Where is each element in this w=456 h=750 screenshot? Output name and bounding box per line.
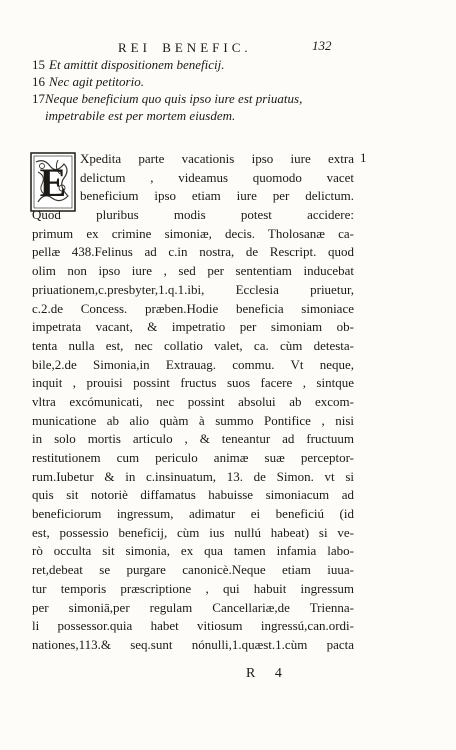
text-line: ret,debeat se purgare canonicè.Neque etiam iuua-	[32, 562, 354, 578]
summary-item-text: Nec agit petitorio.	[49, 74, 144, 89]
margin-note: 1	[360, 150, 367, 165]
text-line: rum.Iubetur & in c.insinuatum, 13. de Simon. vt si	[32, 468, 354, 484]
page-number: 132	[312, 38, 332, 53]
text-line: beneficium ipso etiam iure per delictum.	[80, 188, 354, 204]
text-line: impetrata vacant, & impetratio per simoniam ob-	[32, 319, 354, 335]
text-line: vltra excómunicati, nec possint absolui ab excom-	[32, 393, 354, 409]
text-line: priuationem,c.presbyter,1.q.1.ibi, Ecclesia priuetur,	[32, 281, 354, 297]
text-line: bile,2.de Simonia,in Extrauag. commu. Vt neque,	[32, 356, 354, 372]
text-line: primum ex crimine simoniæ, decis. Tholosanæ ca-	[32, 225, 354, 241]
summary-item	[32, 56, 362, 73]
text-line: c.2.de Concess. præben.Hodie beneficia simoniace	[32, 300, 354, 316]
summary-list	[32, 56, 362, 124]
text-line: rò occulta sit simonia, ex qua tamen infamia labo-	[32, 543, 354, 559]
dropcap-letter: E	[39, 160, 67, 205]
text-line: tur temporis præscriptione , qui habuit ingressum	[32, 580, 354, 596]
text-line: delictum , videamus quomodo vacet	[80, 169, 354, 185]
text-line: olim non ipso iure , sed per sententiam inducebat	[32, 263, 354, 279]
text-line: Xpedita parte vacationis ipso iure extra	[80, 151, 354, 166]
text-line: li possessor.quia habet vitiosum ingressú,can.ordi-	[32, 618, 354, 634]
summary-item-number: 15	[32, 57, 45, 72]
summary-item-text: Neque beneficium quo quis ipso iure est priuatus, impetrabile est per mortem eiusdem.	[45, 91, 303, 123]
running-head: REI BENEFIC.	[118, 40, 252, 55]
summary-item	[32, 73, 362, 90]
text-line: est, possessio beneficij, cùm ius nullú habeat) si ve-	[32, 524, 354, 540]
text-line: inquit , prouisi possint fructus suos facere , sintque	[32, 375, 354, 391]
text-line: pellæ 438.Felinus ad c.in nostra, de Rescript. quod	[32, 244, 354, 260]
summary-item-number: 16	[32, 74, 45, 89]
text-line: tenta nulla est, nec collatio valet, ca. cùm detesta-	[32, 337, 354, 353]
summary-item	[32, 90, 362, 124]
summary-item-number: 17	[32, 91, 45, 106]
body-text	[32, 150, 354, 655]
text-line: in solo mortis articulo , & teneantur ad fructuum	[32, 431, 354, 447]
text-line: municatione ab alio quàm à summo Pontifice , nisi	[32, 412, 354, 428]
text-line: restitutionem cum periculo animæ suæ perceptor-	[32, 450, 354, 465]
text-line: Quod pluribus modis potest accidere:	[32, 207, 354, 223]
summary-item-text: Et amittit dispositionem beneficij.	[49, 57, 225, 72]
text-line: quis sit notoriè diffamatus habuisse simoniacum ad	[32, 487, 354, 503]
text-line: beneficiorum ingressum, adimatur ei beneficiú (id	[32, 506, 354, 522]
text-line: nationes,113.& seq.sunt nónulli,1.quæst.1.cùm pacta	[32, 636, 354, 652]
signature-mark: R 4	[246, 666, 290, 681]
text-line: per simoniā,per regulam Cancellariæ,de Trienna-	[32, 599, 354, 615]
